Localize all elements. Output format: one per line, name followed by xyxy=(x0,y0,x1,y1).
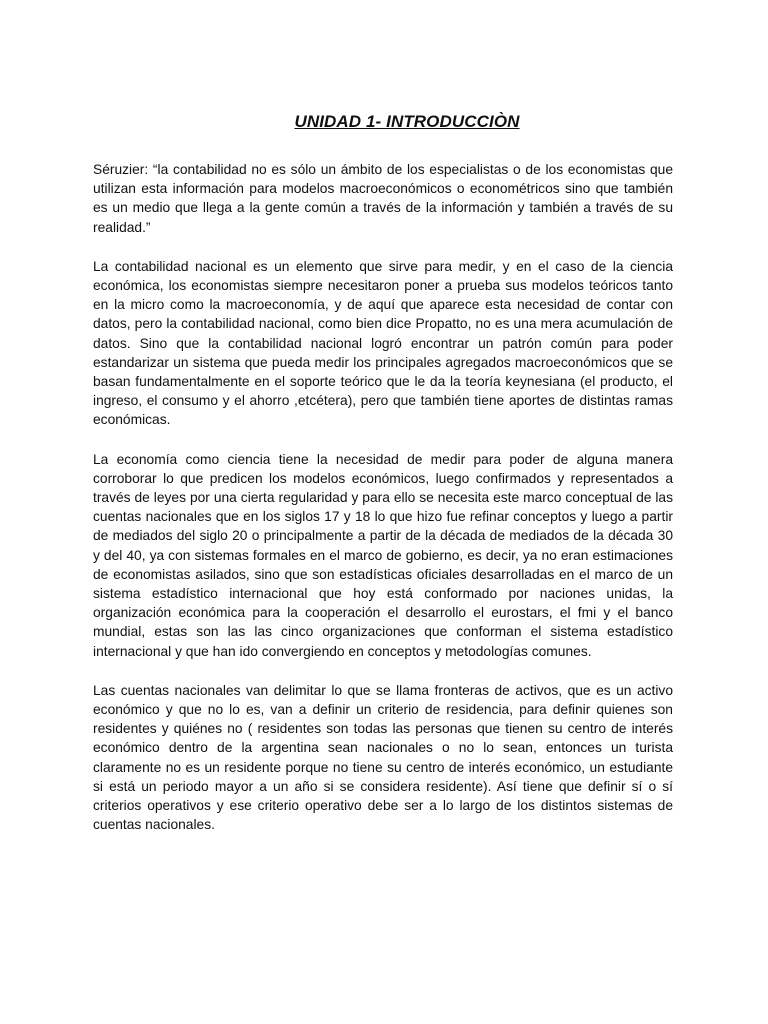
document-body xyxy=(93,160,673,855)
paragraph-economia-ciencia: La economía como ciencia tiene la necesidad de medir para poder de alguna manera corroborar lo que predicen los modelos económicos, luego confirmados y representados a través de leyes por una cierta regularidad y para ello se necesita este marco conceptual de las cuentas nacionales que en los siglos 17 y 18 lo que hizo fue refinar conceptos y luego a partir de mediados del siglo 20 o principalmente a partir de la década de mediados de la década 30 y del 40, ya con sistemas formales en el marco de gobierno, es decir, ya no eran estimaciones de economistas asilados, sino que son estadísticas oficiales desarrolladas en el marco de un sistema estadístico internacional que hoy está conformado por naciones unidas, la organización económica para la cooperación el desarrollo el eurostars, el fmi y el banco mundial, estas son las las cinco organizaciones que conforman el sistema estadístico internacional y que han ido convergiendo en conceptos y metodologías comunes. xyxy=(93,451,673,659)
paragraph-contabilidad-nacional: La contabilidad nacional es un elemento que sirve para medir, y en el caso de la ciencia económica, los economistas siempre necesitaron poner a prueba sus modelos teóricos tanto en la micro como la macroeconomía, y de aquí que aparece esta necesidad de contar con datos, pero la contabilidad nacional, como bien dice Propatto, no es una mera acumulación de datos. Sino que la contabilidad nacional logró encontrar un patrón común para poder estandarizar un sistema que pueda medir los principales agregados macroeconómicos que se basan fundamentalmente en el soporte teórico que le da la teoría keynesiana (el producto, el ingreso, el consumo y el ahorro ,etcétera), pero que también tiene aportes de distintas ramas económicas. xyxy=(93,258,673,428)
document-title: UNIDAD 1- INTRODUCCIÒN xyxy=(294,112,520,131)
paragraph-cuentas-nacionales: Las cuentas nacionales van delimitar lo que se llama fronteras de activos, que es un activo económico y que no lo es, van a definir un criterio de residencia, para definir quienes son residentes y quiénes no ( residentes son todas las personas que tienen su centro de interés económico dentro de la argentina sean nacionales o no lo sean, entonces un turista claramente no es un residente porque no tiene su centro de interés económico, un estudiante si está un periodo mayor a un año si se considera residente). Así tiene que definir sí o sí criterios operativos y ese criterio operativo debe ser a lo largo de los distintos sistemas de cuentas nacionales. xyxy=(93,682,673,833)
paragraph-seruzier-quote: Séruzier: “la contabilidad no es sólo un ámbito de los especialistas o de los economistas que utilizan esta información para modelos macroeconómicos o econométricos sino que también es un medio que llega a la gente común a través de la información y también a través de su realidad.” xyxy=(93,162,673,235)
